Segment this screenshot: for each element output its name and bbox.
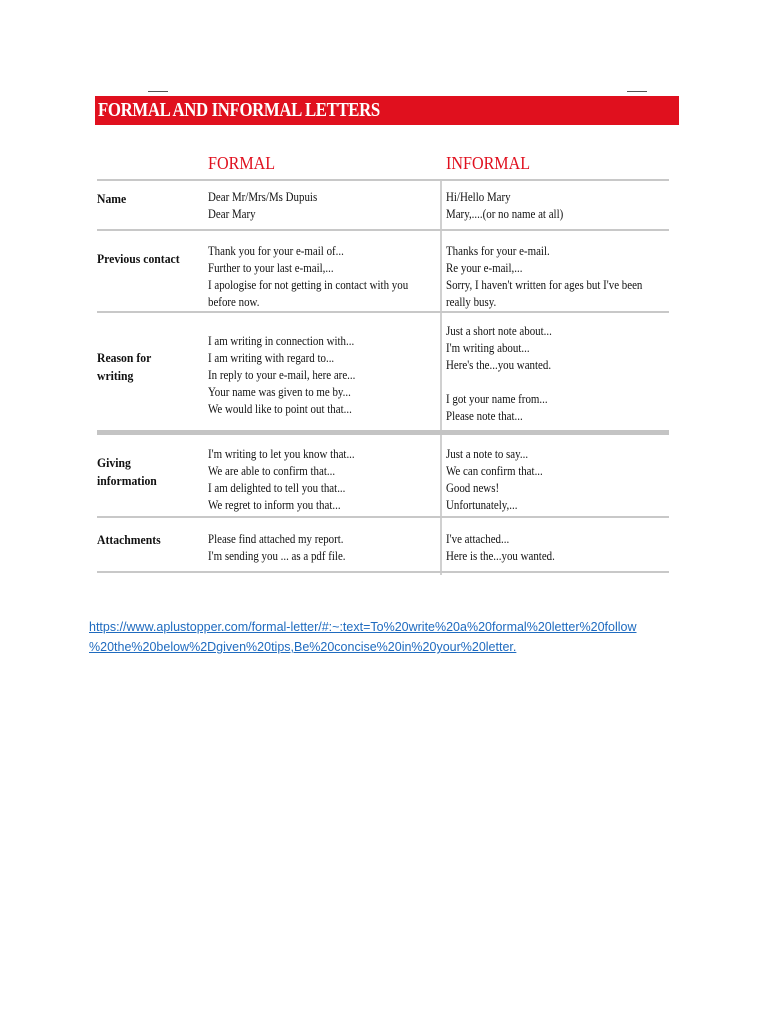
- cell-line: I've attached...: [446, 531, 510, 546]
- page-corner-mark-left: [148, 91, 168, 92]
- cell-line: I apologise for not getting in contact with you: [208, 277, 409, 292]
- row-label-previous-contact: Previous contact: [97, 251, 180, 266]
- row-label-reason-for-writing: Reason for writing: [97, 350, 152, 383]
- cell-line: Sorry, I haven't written for ages but I've been: [446, 277, 643, 292]
- cell-line: Good news!: [446, 480, 500, 495]
- cell-line: Further to your last e-mail,...: [208, 260, 334, 275]
- row-rule: [97, 179, 669, 181]
- cell-line: really busy.: [446, 294, 497, 309]
- row-rule: [97, 571, 669, 573]
- formal-cell-giving-information: [208, 445, 355, 513]
- cell-line: Here's the...you wanted.: [446, 357, 552, 372]
- cell-line: I'm writing about...: [446, 340, 530, 355]
- cell-line: I got your name from...: [446, 391, 548, 406]
- cell-line: We are able to confirm that...: [208, 463, 336, 478]
- cell-line: Thanks for your e-mail.: [446, 243, 550, 258]
- row-rule: [97, 229, 669, 231]
- cell-line: Unfortunately,...: [446, 497, 518, 512]
- informal-cell-attachments: [446, 530, 555, 564]
- informal-cell-giving-information: [446, 445, 543, 513]
- cell-line: I am writing with regard to...: [208, 350, 335, 365]
- cell-line: We regret to inform you that...: [208, 497, 341, 512]
- row-label-giving-information: Giving information: [97, 455, 157, 488]
- cell-line: I'm writing to let you know that...: [208, 446, 355, 461]
- cell-line: In reply to your e-mail, here are...: [208, 367, 356, 382]
- cell-line: Please note that...: [446, 408, 523, 423]
- informal-cell-name: [446, 188, 563, 222]
- cell-line: before now.: [208, 294, 260, 309]
- formal-cell-name: [208, 188, 317, 222]
- row-rule: [97, 516, 669, 518]
- source-link-line-2[interactable]: %20the%20below%2Dgiven%20tips,Be%20concise%20in%20your%20letter.: [89, 640, 517, 654]
- cell-line: I am writing in connection with...: [208, 333, 355, 348]
- informal-cell-reason-for-writing: [446, 322, 552, 424]
- title-banner: [95, 96, 679, 125]
- formal-cell-reason-for-writing: [208, 332, 355, 417]
- column-header-informal: INFORMAL: [446, 153, 531, 173]
- cell-line: [446, 373, 552, 390]
- cell-line: I am delighted to tell you that...: [208, 480, 346, 495]
- cell-line: Mary,....(or no name at all): [446, 206, 564, 221]
- source-link-line-1[interactable]: https://www.aplustopper.com/formal-letter/#:~:text=To%20write%20a%20formal%20letter%20follow: [89, 620, 637, 634]
- row-label-attachments: Attachments: [97, 532, 161, 547]
- cell-line: Dear Mr/Mrs/Ms Dupuis: [208, 189, 318, 204]
- cell-line: Here is the...you wanted.: [446, 548, 555, 563]
- cell-line: We would like to point out that...: [208, 401, 352, 416]
- informal-cell-previous-contact: [446, 242, 642, 310]
- row-rule: [97, 311, 669, 313]
- row-label-name: Name: [97, 191, 127, 206]
- cell-line: Just a short note about...: [446, 323, 552, 338]
- column-header-formal: FORMAL: [208, 153, 276, 173]
- cell-line: Hi/Hello Mary: [446, 189, 511, 204]
- cell-line: Dear Mary: [208, 206, 256, 221]
- cell-line: We can confirm that...: [446, 463, 543, 478]
- formal-cell-attachments: [208, 530, 346, 564]
- page-corner-mark-right: [627, 91, 647, 92]
- row-rule-thick: [97, 430, 669, 435]
- formal-cell-previous-contact: [208, 242, 408, 310]
- page-title: FORMAL AND INFORMAL LETTERS: [98, 100, 380, 121]
- cell-line: Just a note to say...: [446, 446, 529, 461]
- cell-line: Please find attached my report.: [208, 531, 344, 546]
- cell-line: Your name was given to me by...: [208, 384, 351, 399]
- source-link[interactable]: [89, 617, 689, 657]
- cell-line: Re your e-mail,...: [446, 260, 523, 275]
- cell-line: I'm sending you ... as a pdf file.: [208, 548, 346, 563]
- cell-line: Thank you for your e-mail of...: [208, 243, 344, 258]
